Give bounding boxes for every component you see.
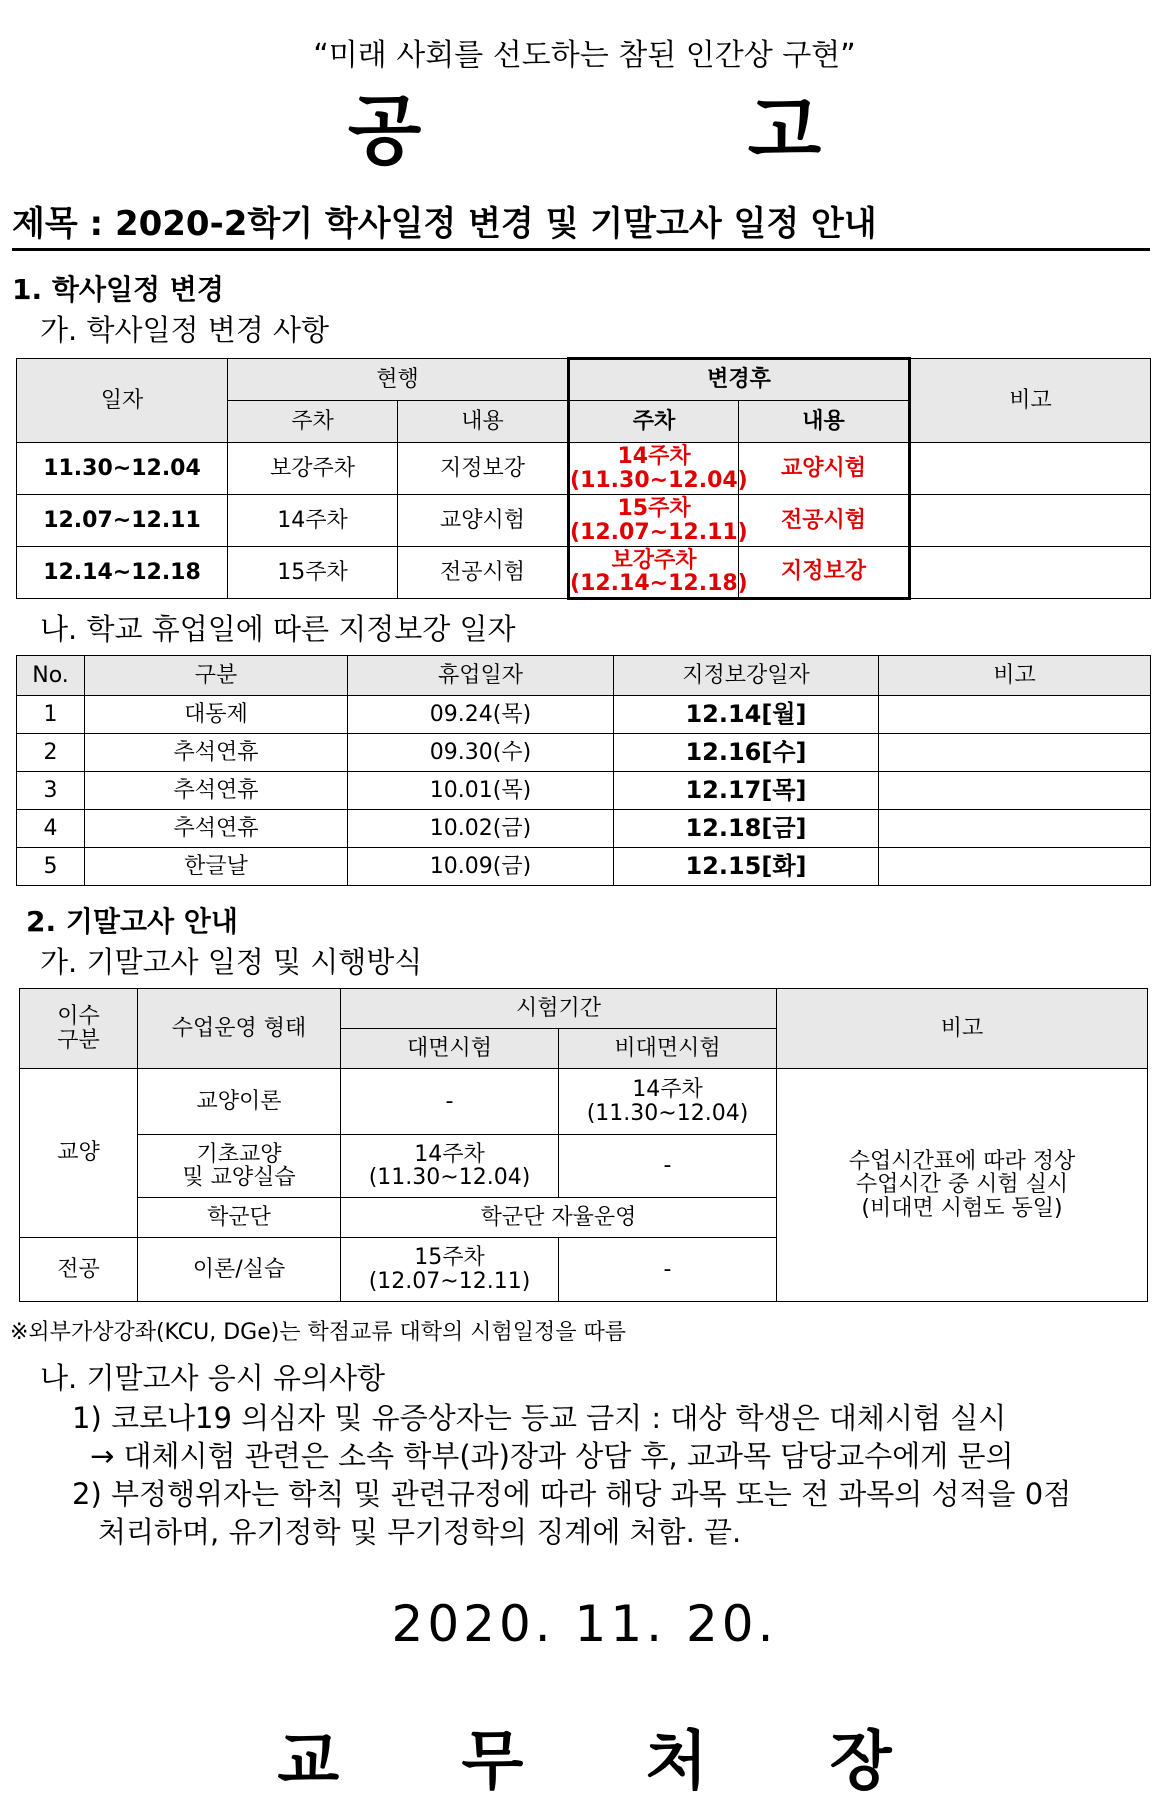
type-cell: 추석연휴 [85,734,348,772]
face-week: 14주차 [414,1141,485,1167]
new-week: 15주차 [617,496,691,522]
face-period: (12.07~12.11) [368,1268,531,1294]
col-face-header: 대면시험 [341,1029,559,1069]
closed-cell: 09.30(수) [348,734,614,772]
title-divider [12,248,1150,251]
note-line-2: 수업시간 중 시험 실시 [855,1172,1069,1198]
note-cell [879,772,1151,810]
group-changed-header: 변경후 [569,359,910,401]
makeup-cell: 12.18[금] [614,810,879,848]
col-date-header: 일자 [17,359,228,443]
date-cell: 11.30~12.04 [17,443,228,495]
new-week-cell [569,547,748,599]
type-cell: 교양이론 [138,1069,341,1135]
table-row [17,495,1151,547]
closed-cell: 10.01(목) [348,772,614,810]
type-cell: 학군단 [138,1198,341,1238]
makeup-cell: 12.17[목] [614,772,879,810]
cur-week-cell: 14주차 [228,495,398,547]
group-current-header: 현행 [228,359,569,401]
col-note-header: 비고 [910,359,1151,443]
col-new-week-header: 주차 [569,401,739,443]
col-closed-header: 휴업일자 [348,656,614,696]
new-content-cell: 전공시험 [739,495,910,547]
issuer: 교 무 처 장 [277,1725,942,1799]
nonface-period: (11.30~12.04) [586,1100,749,1126]
note-cell [910,495,1151,547]
note-cell [879,848,1151,886]
table-row [17,848,1151,886]
new-content-cell: 교양시험 [739,443,910,495]
type-cell: 대동제 [85,696,348,734]
face-cell [341,1135,559,1198]
date-cell: 12.07~12.11 [17,495,228,547]
category-label-2: 구분 [57,1027,100,1053]
notice-item-2-line2: 처리하며, 유기정학 및 무기정학의 징계에 처함. 끝. [98,1515,742,1549]
col-nonface-header: 비대면시험 [559,1029,777,1069]
col-note-header: 비고 [879,656,1151,696]
section1-sub-b: 나. 학교 휴업일에 따른 지정보강 일자 [40,612,516,646]
col-note-header: 비고 [777,989,1148,1069]
note-cell [879,734,1151,772]
makeup-date-table [16,655,1151,886]
closed-cell: 09.24(목) [348,696,614,734]
table-row [17,547,1151,599]
table-row [17,772,1151,810]
new-period: (12.14~12.18) [570,571,748,596]
face-cell: - [341,1069,559,1135]
note-cell [910,547,1151,599]
makeup-cell: 12.14[월] [614,696,879,734]
closed-cell: 10.02(금) [348,810,614,848]
no-cell: 2 [17,734,85,772]
new-period: (11.30~12.04) [570,467,748,493]
final-exam-table [19,988,1148,1302]
no-cell: 1 [17,696,85,734]
face-cell [341,1238,559,1302]
col-category-header [20,989,138,1069]
col-makeup-header: 지정보강일자 [614,656,879,696]
makeup-cell: 12.16[수] [614,734,879,772]
note-cell [879,810,1151,848]
nonface-cell: - [559,1135,777,1198]
new-week-cell [569,443,748,495]
schedule-change-table [16,357,1151,600]
group-period-header: 시험기간 [341,989,777,1029]
table-row [17,734,1151,772]
cur-content-cell: 지정보강 [398,443,569,495]
category-liberal-cell: 교양 [20,1069,138,1238]
nonface-cell: - [559,1238,777,1302]
closed-cell: 10.09(금) [348,848,614,886]
new-week-cell [569,495,748,547]
note-cell [777,1069,1148,1302]
col-week-header: 주차 [228,401,398,443]
notice-item-1-arrow: → 대체시험 관련은 소속 학부(과)장과 상담 후, 교과목 담당교수에게 문의 [90,1439,1014,1473]
motto: “미래 사회를 선도하는 참된 인간상 구현” [313,38,856,73]
notice-item-1: 1) 코로나19 의심자 및 유증상자는 등교 금지 : 대상 학생은 대체시험 실시 [72,1401,1007,1435]
col-type-header: 수업운영 형태 [138,989,341,1069]
face-period: (11.30~12.04) [368,1165,531,1190]
type-line-1: 기초교양 [196,1141,282,1167]
section2-sub-a: 가. 기말고사 일정 및 시행방식 [40,945,423,979]
no-cell: 4 [17,810,85,848]
new-period: (12.07~12.11) [570,519,748,545]
note-line-3: (비대면 시험도 동일) [861,1195,1063,1221]
table-row [17,810,1151,848]
type-line-2: 및 교양실습 [182,1165,296,1190]
table-row [17,696,1151,734]
col-content-header: 내용 [398,401,569,443]
cur-content-cell: 교양시험 [398,495,569,547]
new-week: 14주차 [617,444,691,470]
new-content-cell: 지정보강 [739,547,910,599]
face-week: 15주차 [414,1245,485,1271]
nonface-week: 14주차 [632,1077,703,1103]
category-major-cell: 전공 [20,1238,138,1302]
date-cell: 12.14~12.18 [17,547,228,599]
section1-heading: 1. 학사일정 변경 [12,273,224,306]
page-title: 공 고 [347,86,972,175]
footnote: ※외부가상강좌(KCU, DGe)는 학점교류 대학의 시험일정을 따름 [10,1320,627,1345]
new-week: 보강주차 [611,547,697,573]
col-type-header: 구분 [85,656,348,696]
section1-sub-a: 가. 학사일정 변경 사항 [40,313,329,347]
subject-line: 제목 : 2020-2학기 학사일정 변경 및 기말고사 일정 안내 [12,204,877,244]
nonface-cell [559,1069,777,1135]
table-row [17,443,1151,495]
type-cell: 추석연휴 [85,810,348,848]
type-cell: 추석연휴 [85,772,348,810]
col-new-content-header: 내용 [739,401,910,443]
cur-week-cell: 15주차 [228,547,398,599]
table-row [20,1069,1148,1135]
merged-cell: 학군단 자율운영 [341,1198,777,1238]
type-cell [138,1135,341,1198]
type-cell: 이론/실습 [138,1238,341,1302]
cur-content-cell: 전공시험 [398,547,569,599]
notice-item-2-line1: 2) 부정행위자는 학칙 및 관련규정에 따라 해당 과목 또는 전 과목의 성적을 0점 [72,1477,1072,1511]
col-no-header: No. [17,656,85,696]
no-cell: 3 [17,772,85,810]
note-cell [910,443,1151,495]
cur-week-cell: 보강주차 [228,443,398,495]
section2-heading: 2. 기말고사 안내 [26,905,238,938]
category-label-1: 이수 [57,1004,100,1030]
notice-date: 2020. 11. 20. [391,1595,778,1653]
type-cell: 한글날 [85,848,348,886]
no-cell: 5 [17,848,85,886]
note-line-1: 수업시간표에 따라 정상 [848,1149,1076,1175]
note-cell [879,696,1151,734]
section2-sub-b: 나. 기말고사 응시 유의사항 [40,1361,386,1395]
makeup-cell: 12.15[화] [614,848,879,886]
